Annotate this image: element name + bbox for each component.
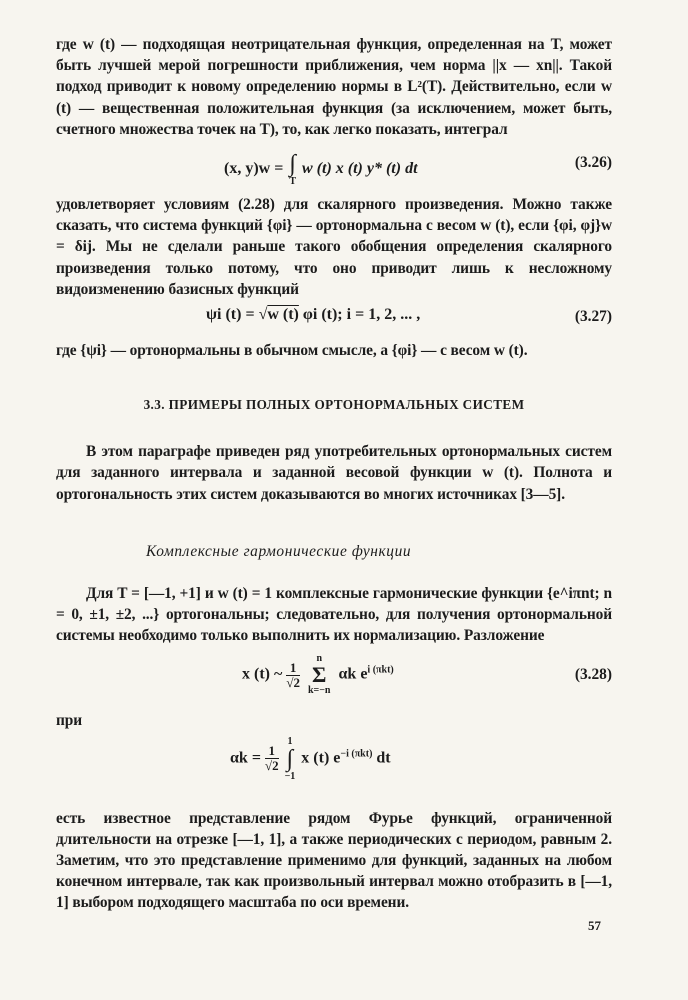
eq328-term: αk e bbox=[338, 666, 368, 684]
alpha-fraction bbox=[265, 744, 279, 773]
paragraph-fourier-series: есть известное представление рядом Фурье функций, ограниченной длительности на отрезке [—1, 1], а также периодических с периодом, равным 2. Заметим, что это представление применимо для функций, заданных на любом конечном интервале, так как произвольный интервал можно отобразить в [—1, 1] выбором подходящего масштаба по оси времени. bbox=[56, 809, 612, 912]
eq327-root: w (t) bbox=[267, 306, 299, 324]
eq327-sqrt-sign: √ bbox=[258, 306, 268, 324]
alpha-exponent: −i (πkt) bbox=[340, 748, 373, 759]
eq327-lhs: ψi (t) = bbox=[206, 306, 255, 324]
paragraph-scalar-product: удовлетворяет условиям (2.28) для скалярного произведения. Можно также сказать, что система функций {φi} — ортонормальна с весом w (t), если {φi, φj}w = δij. Мы не сделали раньше такого обобщения определения скалярного произведения только потому, что оно приводит лишь к несложному видоизменению базисных функций bbox=[56, 196, 612, 298]
alpha-integrand: x (t) e bbox=[301, 749, 341, 767]
page-body bbox=[56, 34, 612, 914]
equation-3-27 bbox=[56, 300, 612, 340]
eq327-rest: φi (t); i = 1, 2, ... , bbox=[302, 306, 421, 324]
eq328-number: (3.28) bbox=[574, 666, 612, 684]
alpha-int-upper: 1 bbox=[287, 735, 293, 747]
eq326-integral-sign: ∫ T bbox=[289, 151, 296, 188]
page-number: 57 bbox=[588, 918, 601, 933]
eq326-number: (3.26) bbox=[574, 154, 612, 172]
paragraph-section-intro: В этом параграфе приведен ряд употребительных ортонормальных систем для заданного интервала и заданной весовой функции w (t). Полнота и ортогональность этих систем доказываются во многих источниках [3—5]. bbox=[56, 443, 612, 503]
eq327-number: (3.27) bbox=[574, 308, 612, 326]
word-pri: при bbox=[56, 712, 82, 730]
section-heading: 3.3. ПРИМЕРЫ ПОЛНЫХ ОРТОНОРМАЛЬНЫХ СИСТЕМ bbox=[143, 397, 525, 413]
eq328-sum-sign: n Σ k=−n bbox=[307, 653, 331, 697]
eq326-integral-lower: T bbox=[289, 176, 296, 188]
eq328-frac-num: 1 bbox=[286, 661, 300, 676]
eq326-integrand: w (t) x (t) y* (t) dt bbox=[302, 160, 418, 178]
eq328-fraction bbox=[286, 661, 300, 690]
paragraph-orthonormal-weight: где {ψi} — ортонормальны в обычном смысле, а {φi} — с весом w (t). bbox=[56, 342, 528, 360]
eq328-sum-lower: k=−n bbox=[307, 685, 331, 697]
subsection-heading: Комплексные гармонические функции bbox=[146, 542, 412, 560]
alpha-frac-den: √2 bbox=[264, 758, 279, 774]
eq328-exponent: i (πkt) bbox=[367, 664, 394, 676]
alpha-frac-num: 1 bbox=[265, 744, 279, 759]
equation-3-26 bbox=[56, 140, 612, 194]
alpha-int-lower: −1 bbox=[284, 770, 296, 782]
eq328-frac-den: √2 bbox=[286, 674, 300, 690]
eq326-lhs: (x, y)w = bbox=[224, 160, 284, 178]
alpha-lhs: αk = bbox=[230, 749, 261, 767]
equation-3-28 bbox=[56, 646, 612, 710]
alpha-integral-sign: 1 ∫ −1 bbox=[284, 735, 296, 782]
paragraph-harmonic-functions: Для T = [—1, +1] и w (t) = 1 комплексные гармонические функции {e^iπnt; n = 0, ±1, ±2, ...} ортогональны; следовательно, для получения ортонормальной системы необходимо только выполнить их нормализацию. Разложение bbox=[56, 584, 612, 645]
alpha-tail: dt bbox=[376, 749, 391, 767]
paragraph-norm-weight: где w (t) — подходящая неотрицательная функция, определенная на T, может быть лучшей мерой погрешности приближения, чем норма ||x — xn||. Такой подход приводит к новому определению нормы в L²(T). Действительно, если w (t) — вещественная положительная функция (за исключением, может быть, счетного множества точек на T), то, как легко показать, интеграл bbox=[56, 36, 612, 138]
eq328-lhs: x (t) ~ bbox=[242, 666, 283, 684]
eq328-sum-upper: n bbox=[316, 653, 322, 665]
equation-alpha-k bbox=[56, 732, 612, 808]
